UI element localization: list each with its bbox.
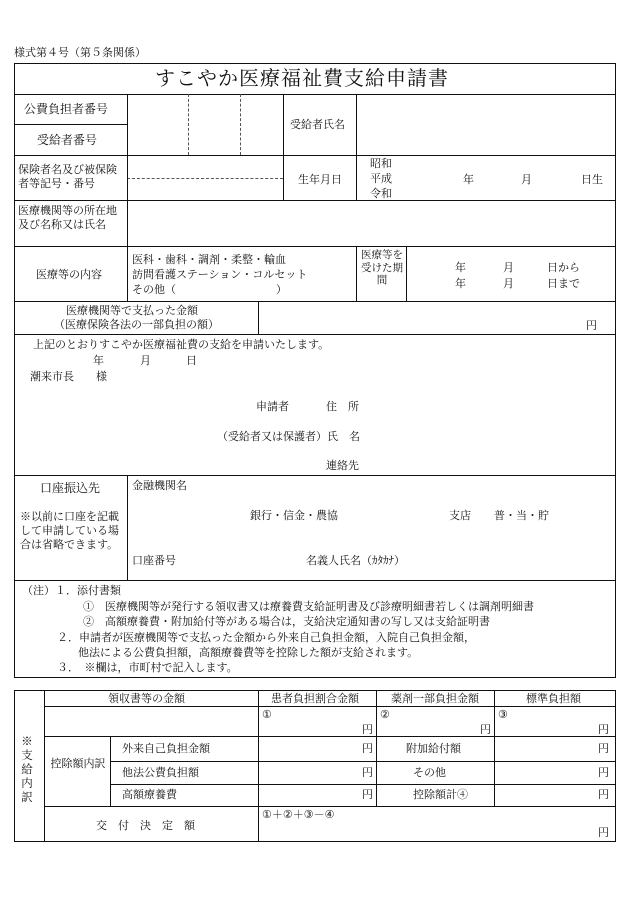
paid-amount-yen: 円 (586, 319, 597, 332)
care-other-open: その他（ (132, 283, 176, 296)
era-heisei: 平成 (370, 172, 392, 185)
office-side-label: ※支給内訳 (21, 734, 33, 804)
care-content-label: 医療等の内容 (36, 268, 102, 281)
applicant-name-label: （受給者又は保護者）氏 名 (217, 430, 360, 443)
yen-2: 円 (480, 723, 491, 736)
period-to-year: 年 (455, 277, 466, 290)
care-types-line1[interactable]: 医科・歯科・調剤・柔整・輸血 (132, 253, 286, 266)
bank-types[interactable]: 銀行・信金・農協 (250, 509, 338, 522)
note-1b: ② 高額療養費・附加給付等がある場合は，支給決定通知書の写し又は支給証明書 (83, 615, 490, 628)
paid-amount-label: 医療機関等で支払った金額 (66, 304, 198, 317)
yen-other: 円 (598, 766, 609, 779)
birth-year-label: 年 (463, 173, 474, 186)
insurer-field[interactable] (128, 156, 282, 199)
applicant-label: 申請者 (256, 400, 289, 413)
yen-deduction-total: 円 (598, 788, 609, 801)
insurer-label: 保険者名及び被保険者等記号・番号 (18, 163, 117, 190)
period-to-day: 日まで (547, 277, 580, 290)
address-label: 住 所 (326, 400, 359, 413)
birth-day-label: 日生 (581, 173, 603, 186)
paid-amount-field[interactable] (259, 302, 615, 333)
period-from-day: 日から (547, 261, 580, 274)
note-2a: ２．申請者が医療機関等で支払った金額から外来自己負担金額，入院自己負担金額， (57, 631, 475, 644)
era-showa: 昭和 (370, 157, 392, 170)
public-payer-number-field[interactable] (128, 95, 282, 153)
birthdate-label: 生年月日 (298, 173, 342, 186)
patient-ratio-header: 患者負担割合金額 (271, 692, 359, 705)
paid-amount-sublabel: （医療保険各法の一部負担の額） (54, 318, 219, 331)
account-number-label: 口座番号 (132, 554, 176, 567)
yen-high-cost: 円 (362, 788, 373, 801)
contact-label: 連絡先 (326, 459, 359, 472)
contact-field[interactable] (365, 456, 605, 474)
drug-partial-header: 薬剤一部負担金額 (391, 692, 479, 705)
birth-month-label: 月 (521, 173, 532, 186)
medical-institution-field[interactable] (128, 201, 615, 245)
mark-1: ① (262, 708, 272, 721)
note-3: ３． ※欄は，市町村で記入します。 (57, 661, 238, 674)
recipient-name-field[interactable] (357, 95, 615, 154)
care-types-line2[interactable]: 訪問看護ステーション・コルセット (132, 268, 308, 281)
branch-label: 支店 (449, 509, 471, 522)
applicant-name-field[interactable] (365, 427, 605, 445)
yen-outpatient: 円 (362, 742, 373, 755)
public-payer-number-label: 公費負担者番号 (24, 102, 109, 116)
financial-institution-label: 金融機関名 (132, 479, 187, 492)
period-from-year: 年 (455, 261, 466, 274)
period-label: 医療等を受けた期間 (361, 249, 403, 286)
account-holder-label: 名義人氏名（ｶﾀｶﾅ） (306, 554, 405, 567)
medical-institution-label: 医療機関等の所在地及び名称又は氏名 (18, 204, 117, 231)
yen-3: 円 (598, 723, 609, 736)
recipient-name-label: 受給者氏名 (290, 118, 345, 131)
high-cost-label: 高額療養費 (122, 788, 177, 801)
note-1: （注）１．添付書類 (22, 584, 121, 597)
mark-2: ② (380, 708, 390, 721)
outpatient-burden-label: 外来自己負担金額 (122, 742, 210, 755)
yen-1: 円 (362, 723, 373, 736)
account-types[interactable]: 普・当・貯 (494, 509, 549, 522)
yen-additional: 円 (598, 742, 609, 755)
address-field[interactable] (365, 397, 605, 415)
application-statement: 上記のとおりすこやか医療福祉費の支給を申請いたします。 (33, 338, 330, 351)
deduction-breakdown-label: 控除額内訳 (50, 757, 106, 770)
other-label: その他 (413, 766, 446, 779)
recipient-number-label: 受給者番号 (37, 133, 98, 147)
payment-decision-label: 交 付 決 定 額 (96, 819, 195, 832)
application-year: 年 (93, 354, 104, 367)
application-day: 日 (186, 354, 197, 367)
other-public-burden-label: 他法公費負担額 (122, 766, 199, 779)
bank-transfer-label: 口座振込先 (40, 481, 101, 495)
form-number: 様式第４号（第５条関係） (14, 46, 146, 59)
care-other-close: ） (276, 283, 287, 296)
yen-payment: 円 (598, 826, 609, 839)
bank-note: ※以前に口座を記載して申請している場合は省略できます。 (20, 510, 119, 551)
application-month: 月 (140, 354, 151, 367)
form-title: すこやか医療福祉費支給申請書 (155, 66, 449, 90)
era-reiwa: 令和 (370, 187, 392, 200)
period-from-month: 月 (503, 261, 514, 274)
period-to-month: 月 (503, 277, 514, 290)
additional-benefit-label: 附加給付額 (406, 742, 461, 755)
deduction-total-label: 控除額計④ (413, 788, 468, 801)
note-1a: ① 医療機関等が発行する領収書又は療養費支給証明書及び診療明細書若しくは調剤明細書 (83, 600, 534, 613)
receipt-amount-header: 領収書等の金額 (108, 692, 185, 705)
yen-other-public: 円 (362, 766, 373, 779)
payment-formula: ①＋②＋③－④ (262, 808, 335, 821)
mark-3: ③ (498, 708, 508, 721)
addressee: 潮来市長 様 (30, 370, 107, 383)
standard-burden-header: 標準負担額 (526, 692, 581, 705)
note-2b: 他法による公費負担額，高額療養費等を控除した額が支給されます。 (78, 646, 419, 659)
